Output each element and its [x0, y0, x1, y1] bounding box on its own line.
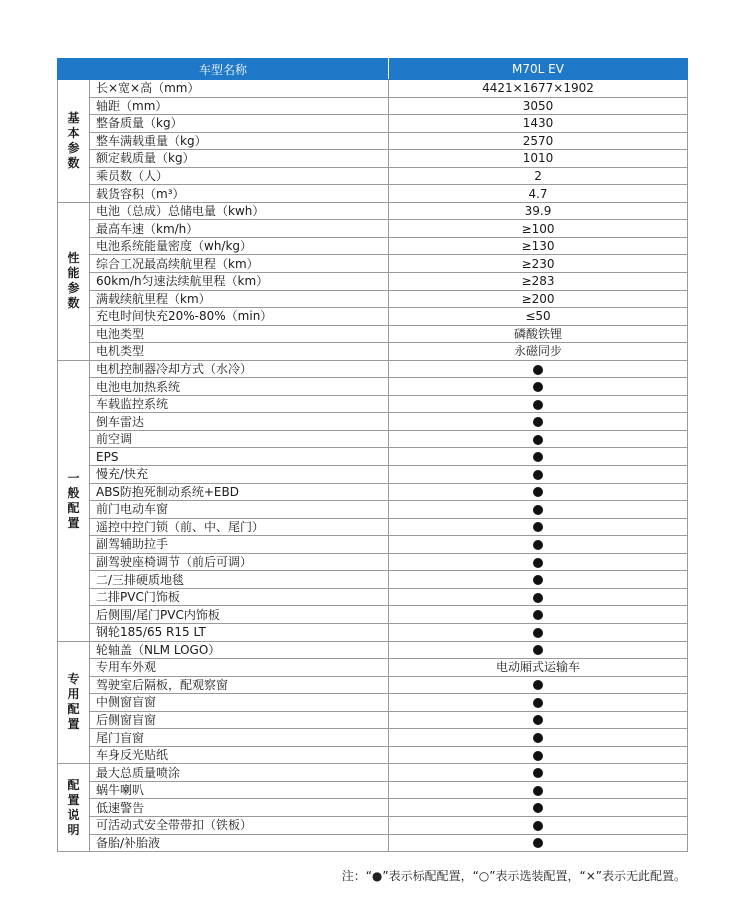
- table-row: [58, 378, 688, 396]
- spec-value: [389, 395, 688, 413]
- table-row: [58, 167, 688, 185]
- spec-name: 后侧围/尾门PVC内饰板: [90, 606, 389, 624]
- spec-name: 轮轴盖（NLM LOGO）: [90, 641, 389, 659]
- group-title: [58, 360, 90, 641]
- spec-name: 整备质量（kg）: [90, 115, 389, 133]
- table-row: [58, 536, 688, 554]
- table-row: [58, 273, 688, 291]
- spec-value: 1430: [389, 115, 688, 133]
- standard-dot-icon: [533, 558, 543, 568]
- spec-value: ≥100: [389, 220, 688, 238]
- standard-dot-icon: [533, 487, 543, 497]
- spec-name: 综合工况最高续航里程（km）: [90, 255, 389, 273]
- standard-dot-icon: [533, 417, 543, 427]
- spec-name: 电池类型: [90, 325, 389, 343]
- standard-dot-icon: [533, 768, 543, 778]
- table-row: [58, 466, 688, 484]
- table-row: [58, 553, 688, 571]
- table-row: [58, 746, 688, 764]
- group-title-text: 性能参数: [67, 251, 80, 311]
- standard-dot-icon: [533, 733, 543, 743]
- spec-value: [389, 483, 688, 501]
- spec-value: ≥130: [389, 237, 688, 255]
- spec-name: 专用车外观: [90, 659, 389, 677]
- spec-value: [389, 588, 688, 606]
- table-row: [58, 799, 688, 817]
- standard-dot-icon: [533, 803, 543, 813]
- spec-name: 电池（总成）总储电量（kwh）: [90, 202, 389, 220]
- standard-dot-icon: [533, 435, 543, 445]
- spec-value: ≥200: [389, 290, 688, 308]
- spec-name: ABS防抱死制动系统+EBD: [90, 483, 389, 501]
- table-row: [58, 97, 688, 115]
- spec-value: 3050: [389, 97, 688, 115]
- spec-name: 电池系统能量密度（wh/kg）: [90, 237, 389, 255]
- table-row: [58, 501, 688, 519]
- spec-name: 钢轮185/65 R15 LT: [90, 623, 389, 641]
- header-name-column: 车型名称: [58, 59, 389, 80]
- spec-name: EPS: [90, 448, 389, 466]
- table-row: [58, 641, 688, 659]
- spec-value: 4421×1677×1902: [389, 80, 688, 98]
- table-row: [58, 202, 688, 220]
- spec-value: [389, 641, 688, 659]
- spec-name: 驾驶室后隔板，配观察窗: [90, 676, 389, 694]
- spec-value: [389, 553, 688, 571]
- standard-dot-icon: [533, 628, 543, 638]
- table-row: [58, 694, 688, 712]
- spec-name: 乘员数（人）: [90, 167, 389, 185]
- spec-value: [389, 430, 688, 448]
- table-row: [58, 659, 688, 677]
- group-title: [58, 202, 90, 360]
- table-row: [58, 185, 688, 203]
- spec-name: 遥控中控门锁（前、中、尾门）: [90, 518, 389, 536]
- spec-value: [389, 606, 688, 624]
- spec-value: [389, 816, 688, 834]
- table-row: [58, 729, 688, 747]
- spec-name: 备胎/补胎液: [90, 834, 389, 852]
- standard-dot-icon: [533, 715, 543, 725]
- table-row: [58, 518, 688, 536]
- standard-dot-icon: [533, 452, 543, 462]
- spec-name: 电机类型: [90, 343, 389, 361]
- table-row: [58, 764, 688, 782]
- table-row: [58, 676, 688, 694]
- table-row: [58, 588, 688, 606]
- spec-name: 后侧窗盲窗: [90, 711, 389, 729]
- spec-name: 充电时间快充20%-80%（min）: [90, 308, 389, 326]
- spec-value: 1010: [389, 150, 688, 168]
- table-row: [58, 343, 688, 361]
- spec-name: 倒车雷达: [90, 413, 389, 431]
- spec-value: [389, 536, 688, 554]
- table-row: [58, 623, 688, 641]
- spec-value: [389, 448, 688, 466]
- standard-dot-icon: [533, 821, 543, 831]
- table-row: [58, 711, 688, 729]
- spec-name: 电机控制器冷却方式（水冷）: [90, 360, 389, 378]
- standard-dot-icon: [533, 786, 543, 796]
- spec-name: 可活动式安全带带扣（铁板）: [90, 816, 389, 834]
- spec-name: 中侧窗盲窗: [90, 694, 389, 712]
- spec-value: 2570: [389, 132, 688, 150]
- spec-body: [58, 80, 688, 852]
- table-row: [58, 413, 688, 431]
- spec-value: 永磁同步: [389, 343, 688, 361]
- standard-dot-icon: [533, 751, 543, 761]
- spec-name: 车载监控系统: [90, 395, 389, 413]
- spec-value: [389, 378, 688, 396]
- spec-value: ≤50: [389, 308, 688, 326]
- group-title: [58, 80, 90, 203]
- table-row: [58, 237, 688, 255]
- table-row: [58, 834, 688, 852]
- table-row: [58, 80, 688, 98]
- spec-name: 最大总质量喷涂: [90, 764, 389, 782]
- spec-name: 二/三排硬质地毯: [90, 571, 389, 589]
- spec-value: 2: [389, 167, 688, 185]
- table-row: [58, 483, 688, 501]
- group-title: [58, 641, 90, 764]
- group-title: [58, 764, 90, 852]
- table-row: [58, 150, 688, 168]
- table-row: [58, 325, 688, 343]
- table-row: [58, 571, 688, 589]
- spec-value: [389, 746, 688, 764]
- spec-name: 二排PVC门饰板: [90, 588, 389, 606]
- standard-dot-icon: [533, 470, 543, 480]
- spec-value: 4.7: [389, 185, 688, 203]
- table-row: [58, 308, 688, 326]
- table-row: [58, 606, 688, 624]
- table-row: [58, 255, 688, 273]
- spec-name: 低速警告: [90, 799, 389, 817]
- spec-name: 轴距（mm）: [90, 97, 389, 115]
- spec-name: 慢充/快充: [90, 466, 389, 484]
- spec-name: 副驾辅助拉手: [90, 536, 389, 554]
- spec-name: 电池电加热系统: [90, 378, 389, 396]
- standard-dot-icon: [533, 505, 543, 515]
- spec-value: [389, 694, 688, 712]
- standard-dot-icon: [533, 610, 543, 620]
- group-title-text: 一般配置: [67, 470, 80, 530]
- standard-dot-icon: [533, 593, 543, 603]
- group-title-text: 基本参数: [67, 110, 80, 170]
- spec-name: 整车满载重量（kg）: [90, 132, 389, 150]
- table-row: [58, 132, 688, 150]
- spec-value: [389, 466, 688, 484]
- table-row: [58, 360, 688, 378]
- spec-value: [389, 518, 688, 536]
- table-row: [58, 395, 688, 413]
- standard-dot-icon: [533, 838, 543, 848]
- spec-value: 电动厢式运输车: [389, 659, 688, 677]
- spec-value: [389, 729, 688, 747]
- spec-value: [389, 764, 688, 782]
- spec-value: [389, 799, 688, 817]
- standard-dot-icon: [533, 522, 543, 532]
- standard-dot-icon: [533, 540, 543, 550]
- table-row: [58, 290, 688, 308]
- table-row: [58, 816, 688, 834]
- spec-table: [57, 58, 688, 852]
- table-row: [58, 781, 688, 799]
- spec-value: [389, 711, 688, 729]
- table-row: [58, 430, 688, 448]
- table-row: [58, 448, 688, 466]
- spec-name: 最高车速（km/h）: [90, 220, 389, 238]
- spec-name: 载货容积（m³）: [90, 185, 389, 203]
- standard-dot-icon: [533, 645, 543, 655]
- table-header-row: [58, 59, 688, 80]
- spec-name: 满载续航里程（km）: [90, 290, 389, 308]
- spec-name: 60km/h匀速法续航里程（km）: [90, 273, 389, 291]
- standard-dot-icon: [533, 365, 543, 375]
- footnote: 注：“●”表示标配配置，“○”表示选装配置，“×”表示无此配置。: [341, 869, 686, 883]
- standard-dot-icon: [533, 400, 543, 410]
- spec-value: [389, 360, 688, 378]
- table-row: [58, 115, 688, 133]
- spec-value: 磷酸铁锂: [389, 325, 688, 343]
- spec-value: [389, 781, 688, 799]
- spec-value: ≥283: [389, 273, 688, 291]
- spec-name: 额定载质量（kg）: [90, 150, 389, 168]
- group-title-text: 专用配置: [67, 672, 80, 732]
- standard-dot-icon: [533, 680, 543, 690]
- standard-dot-icon: [533, 698, 543, 708]
- group-title-text: 配置说明: [67, 777, 80, 837]
- spec-name: 前门电动车窗: [90, 501, 389, 519]
- spec-value: [389, 501, 688, 519]
- spec-value: [389, 571, 688, 589]
- spec-name: 前空调: [90, 430, 389, 448]
- spec-name: 尾门盲窗: [90, 729, 389, 747]
- spec-name: 副驾驶座椅调节（前后可调）: [90, 553, 389, 571]
- spec-name: 车身反光贴纸: [90, 746, 389, 764]
- spec-value: [389, 834, 688, 852]
- standard-dot-icon: [533, 575, 543, 585]
- spec-name: 长×宽×高（mm）: [90, 80, 389, 98]
- spec-value: [389, 413, 688, 431]
- header-model: M70L EV: [389, 59, 688, 80]
- standard-dot-icon: [533, 382, 543, 392]
- spec-value: [389, 676, 688, 694]
- table-row: [58, 220, 688, 238]
- spec-name: 蜗牛喇叭: [90, 781, 389, 799]
- spec-value: ≥230: [389, 255, 688, 273]
- spec-value: 39.9: [389, 202, 688, 220]
- spec-value: [389, 623, 688, 641]
